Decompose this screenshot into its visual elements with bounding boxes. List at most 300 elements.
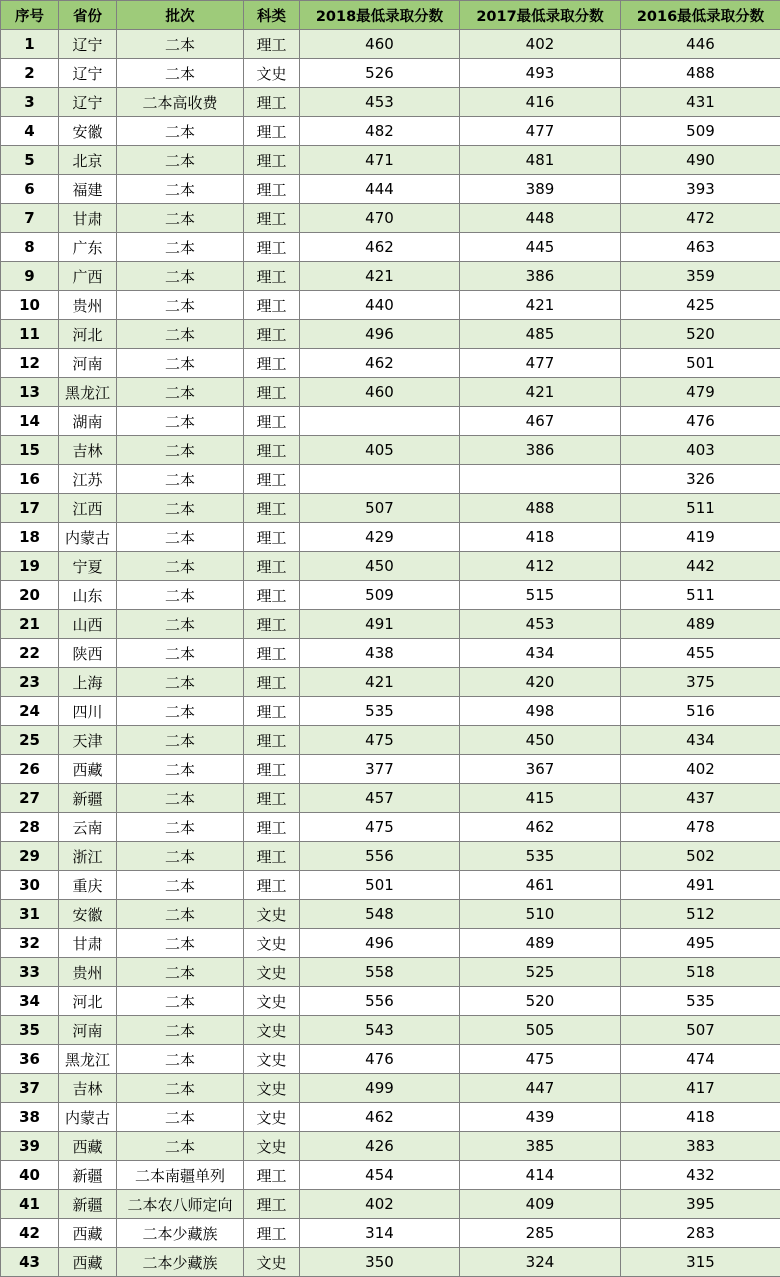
cell-score-2016: 491	[621, 871, 780, 900]
cell-province: 广西	[59, 262, 117, 291]
table-row	[1, 117, 780, 146]
cell-index: 12	[1, 349, 59, 378]
cell-score-2017: 412	[460, 552, 621, 581]
cell-score-2017: 475	[460, 1045, 621, 1074]
table-row	[1, 465, 780, 494]
table-row	[1, 59, 780, 88]
cell-index: 7	[1, 204, 59, 233]
cell-category: 理工	[244, 117, 300, 146]
cell-category: 理工	[244, 842, 300, 871]
cell-batch: 二本	[117, 494, 244, 523]
cell-index: 35	[1, 1016, 59, 1045]
cell-province: 辽宁	[59, 30, 117, 59]
cell-score-2018: 426	[300, 1132, 460, 1161]
cell-index: 24	[1, 697, 59, 726]
cell-batch: 二本	[117, 1074, 244, 1103]
table-row	[1, 175, 780, 204]
cell-province: 广东	[59, 233, 117, 262]
cell-province: 北京	[59, 146, 117, 175]
cell-index: 43	[1, 1248, 59, 1277]
cell-province: 河南	[59, 1016, 117, 1045]
cell-province: 西藏	[59, 1132, 117, 1161]
table-row	[1, 871, 780, 900]
cell-score-2017: 461	[460, 871, 621, 900]
cell-province: 江西	[59, 494, 117, 523]
cell-score-2017: 462	[460, 813, 621, 842]
cell-category: 理工	[244, 552, 300, 581]
cell-score-2018: 402	[300, 1190, 460, 1219]
table-row	[1, 726, 780, 755]
cell-category: 理工	[244, 262, 300, 291]
cell-category: 理工	[244, 407, 300, 436]
cell-province: 甘肃	[59, 929, 117, 958]
table-row	[1, 262, 780, 291]
table-row	[1, 378, 780, 407]
cell-score-2018: 462	[300, 1103, 460, 1132]
table-row	[1, 842, 780, 871]
cell-index: 1	[1, 30, 59, 59]
cell-score-2018: 457	[300, 784, 460, 813]
cell-score-2016: 507	[621, 1016, 780, 1045]
cell-index: 29	[1, 842, 59, 871]
table-row	[1, 30, 780, 59]
table-row	[1, 1016, 780, 1045]
cell-score-2018: 475	[300, 813, 460, 842]
cell-score-2016: 402	[621, 755, 780, 784]
cell-category: 理工	[244, 1161, 300, 1190]
cell-score-2017: 485	[460, 320, 621, 349]
table-row	[1, 1248, 780, 1277]
cell-batch: 二本	[117, 30, 244, 59]
cell-province: 陕西	[59, 639, 117, 668]
cell-batch: 二本少藏族	[117, 1248, 244, 1277]
cell-score-2016: 442	[621, 552, 780, 581]
cell-score-2018: 444	[300, 175, 460, 204]
header-score-2017: 2017最低录取分数	[460, 1, 621, 30]
cell-batch: 二本	[117, 291, 244, 320]
table-row	[1, 349, 780, 378]
cell-index: 39	[1, 1132, 59, 1161]
cell-score-2017: 421	[460, 291, 621, 320]
cell-index: 38	[1, 1103, 59, 1132]
cell-index: 23	[1, 668, 59, 697]
cell-batch: 二本	[117, 958, 244, 987]
cell-score-2018: 462	[300, 349, 460, 378]
cell-score-2017: 488	[460, 494, 621, 523]
table-row	[1, 523, 780, 552]
cell-score-2017: 493	[460, 59, 621, 88]
cell-index: 21	[1, 610, 59, 639]
cell-index: 11	[1, 320, 59, 349]
cell-score-2017: 416	[460, 88, 621, 117]
table-row	[1, 233, 780, 262]
cell-batch: 二本	[117, 175, 244, 204]
cell-score-2016: 509	[621, 117, 780, 146]
cell-province: 浙江	[59, 842, 117, 871]
table-row	[1, 610, 780, 639]
table-row	[1, 320, 780, 349]
cell-score-2018: 476	[300, 1045, 460, 1074]
cell-score-2018: 501	[300, 871, 460, 900]
cell-score-2018: 556	[300, 987, 460, 1016]
cell-score-2016: 512	[621, 900, 780, 929]
cell-category: 理工	[244, 668, 300, 697]
cell-score-2017: 414	[460, 1161, 621, 1190]
cell-score-2017: 285	[460, 1219, 621, 1248]
cell-batch: 二本南疆单列	[117, 1161, 244, 1190]
cell-batch: 二本	[117, 146, 244, 175]
cell-province: 河北	[59, 320, 117, 349]
cell-batch: 二本	[117, 59, 244, 88]
cell-score-2016: 535	[621, 987, 780, 1016]
cell-index: 3	[1, 88, 59, 117]
cell-category: 理工	[244, 1219, 300, 1248]
cell-category: 理工	[244, 1190, 300, 1219]
header-province: 省份	[59, 1, 117, 30]
cell-score-2016: 418	[621, 1103, 780, 1132]
cell-score-2017: 445	[460, 233, 621, 262]
cell-score-2016: 419	[621, 523, 780, 552]
cell-province: 贵州	[59, 958, 117, 987]
cell-score-2018: 558	[300, 958, 460, 987]
table-row	[1, 755, 780, 784]
cell-batch: 二本	[117, 465, 244, 494]
cell-score-2016: 383	[621, 1132, 780, 1161]
cell-score-2018: 453	[300, 88, 460, 117]
cell-score-2018: 377	[300, 755, 460, 784]
cell-category: 理工	[244, 726, 300, 755]
cell-score-2016: 472	[621, 204, 780, 233]
cell-province: 新疆	[59, 1190, 117, 1219]
cell-province: 新疆	[59, 784, 117, 813]
cell-score-2016: 437	[621, 784, 780, 813]
cell-score-2017: 324	[460, 1248, 621, 1277]
cell-score-2016: 431	[621, 88, 780, 117]
cell-province: 河北	[59, 987, 117, 1016]
cell-batch: 二本	[117, 987, 244, 1016]
cell-province: 四川	[59, 697, 117, 726]
cell-province: 吉林	[59, 436, 117, 465]
cell-batch: 二本	[117, 813, 244, 842]
table-header	[1, 1, 780, 30]
cell-batch: 二本	[117, 378, 244, 407]
cell-index: 33	[1, 958, 59, 987]
cell-batch: 二本	[117, 1103, 244, 1132]
cell-score-2016: 326	[621, 465, 780, 494]
table-row	[1, 697, 780, 726]
cell-score-2018: 491	[300, 610, 460, 639]
cell-category: 理工	[244, 465, 300, 494]
cell-index: 20	[1, 581, 59, 610]
cell-score-2017: 467	[460, 407, 621, 436]
cell-score-2017: 477	[460, 117, 621, 146]
cell-province: 黑龙江	[59, 1045, 117, 1074]
cell-score-2016: 490	[621, 146, 780, 175]
table-row	[1, 900, 780, 929]
cell-index: 13	[1, 378, 59, 407]
cell-batch: 二本	[117, 1016, 244, 1045]
cell-category: 文史	[244, 1045, 300, 1074]
cell-batch: 二本	[117, 668, 244, 697]
cell-score-2017: 389	[460, 175, 621, 204]
table-row	[1, 784, 780, 813]
cell-score-2017: 505	[460, 1016, 621, 1045]
cell-score-2016: 520	[621, 320, 780, 349]
cell-score-2018: 462	[300, 233, 460, 262]
header-score-2016: 2016最低录取分数	[621, 1, 780, 30]
cell-score-2018: 438	[300, 639, 460, 668]
cell-category: 文史	[244, 987, 300, 1016]
cell-score-2018: 440	[300, 291, 460, 320]
cell-score-2016: 478	[621, 813, 780, 842]
cell-score-2017: 520	[460, 987, 621, 1016]
cell-category: 文史	[244, 1016, 300, 1045]
cell-batch: 二本	[117, 349, 244, 378]
cell-province: 山东	[59, 581, 117, 610]
cell-score-2018: 556	[300, 842, 460, 871]
cell-score-2017	[460, 465, 621, 494]
cell-province: 安徽	[59, 117, 117, 146]
cell-batch: 二本	[117, 871, 244, 900]
cell-score-2018: 496	[300, 320, 460, 349]
cell-province: 西藏	[59, 1248, 117, 1277]
cell-category: 理工	[244, 349, 300, 378]
cell-batch: 二本	[117, 204, 244, 233]
cell-category: 理工	[244, 784, 300, 813]
cell-score-2017: 450	[460, 726, 621, 755]
cell-index: 34	[1, 987, 59, 1016]
cell-batch: 二本农八师定向	[117, 1190, 244, 1219]
cell-batch: 二本	[117, 436, 244, 465]
cell-province: 辽宁	[59, 59, 117, 88]
cell-score-2018: 535	[300, 697, 460, 726]
cell-province: 辽宁	[59, 88, 117, 117]
cell-province: 福建	[59, 175, 117, 204]
cell-index: 30	[1, 871, 59, 900]
cell-category: 理工	[244, 175, 300, 204]
cell-index: 9	[1, 262, 59, 291]
cell-batch: 二本	[117, 610, 244, 639]
cell-score-2017: 420	[460, 668, 621, 697]
cell-score-2017: 448	[460, 204, 621, 233]
cell-score-2018: 450	[300, 552, 460, 581]
cell-score-2018: 526	[300, 59, 460, 88]
cell-batch: 二本	[117, 755, 244, 784]
header-score-2018: 2018最低录取分数	[300, 1, 460, 30]
cell-score-2018: 350	[300, 1248, 460, 1277]
cell-score-2016: 511	[621, 494, 780, 523]
cell-score-2018: 543	[300, 1016, 460, 1045]
header-row	[1, 1, 780, 30]
cell-index: 40	[1, 1161, 59, 1190]
table-row	[1, 1132, 780, 1161]
cell-index: 31	[1, 900, 59, 929]
cell-category: 理工	[244, 30, 300, 59]
cell-batch: 二本	[117, 900, 244, 929]
cell-score-2017: 489	[460, 929, 621, 958]
cell-category: 文史	[244, 1103, 300, 1132]
cell-index: 6	[1, 175, 59, 204]
cell-score-2016: 434	[621, 726, 780, 755]
cell-batch: 二本少藏族	[117, 1219, 244, 1248]
table-row	[1, 581, 780, 610]
cell-index: 4	[1, 117, 59, 146]
cell-batch: 二本	[117, 262, 244, 291]
cell-score-2016: 315	[621, 1248, 780, 1277]
cell-score-2017: 367	[460, 755, 621, 784]
cell-category: 理工	[244, 494, 300, 523]
cell-score-2017: 402	[460, 30, 621, 59]
cell-batch: 二本	[117, 1132, 244, 1161]
cell-index: 28	[1, 813, 59, 842]
cell-category: 理工	[244, 610, 300, 639]
cell-score-2018: 421	[300, 262, 460, 291]
table-row	[1, 1190, 780, 1219]
cell-score-2016: 393	[621, 175, 780, 204]
cell-province: 宁夏	[59, 552, 117, 581]
cell-score-2016: 463	[621, 233, 780, 262]
cell-score-2016: 489	[621, 610, 780, 639]
cell-province: 湖南	[59, 407, 117, 436]
table-row	[1, 436, 780, 465]
cell-index: 5	[1, 146, 59, 175]
table-row	[1, 407, 780, 436]
table-body	[1, 30, 780, 1277]
cell-batch: 二本	[117, 552, 244, 581]
cell-score-2018	[300, 465, 460, 494]
table-row	[1, 494, 780, 523]
cell-score-2016: 375	[621, 668, 780, 697]
cell-province: 山西	[59, 610, 117, 639]
cell-score-2016: 403	[621, 436, 780, 465]
cell-province: 河南	[59, 349, 117, 378]
cell-score-2018: 421	[300, 668, 460, 697]
cell-score-2016: 501	[621, 349, 780, 378]
cell-index: 15	[1, 436, 59, 465]
table-row	[1, 813, 780, 842]
cell-score-2017: 385	[460, 1132, 621, 1161]
cell-batch: 二本	[117, 1045, 244, 1074]
cell-province: 贵州	[59, 291, 117, 320]
cell-batch: 二本	[117, 523, 244, 552]
cell-batch: 二本	[117, 639, 244, 668]
cell-province: 云南	[59, 813, 117, 842]
cell-index: 14	[1, 407, 59, 436]
cell-category: 理工	[244, 697, 300, 726]
cell-score-2017: 418	[460, 523, 621, 552]
cell-province: 内蒙古	[59, 1103, 117, 1132]
cell-province: 上海	[59, 668, 117, 697]
cell-score-2018: 475	[300, 726, 460, 755]
cell-index: 37	[1, 1074, 59, 1103]
cell-score-2016: 395	[621, 1190, 780, 1219]
cell-score-2018: 460	[300, 30, 460, 59]
cell-category: 理工	[244, 871, 300, 900]
cell-score-2017: 447	[460, 1074, 621, 1103]
cell-score-2016: 511	[621, 581, 780, 610]
cell-province: 江苏	[59, 465, 117, 494]
cell-batch: 二本	[117, 842, 244, 871]
cell-province: 内蒙古	[59, 523, 117, 552]
cell-index: 19	[1, 552, 59, 581]
cell-score-2018: 454	[300, 1161, 460, 1190]
cell-index: 41	[1, 1190, 59, 1219]
cell-batch: 二本	[117, 784, 244, 813]
cell-category: 文史	[244, 958, 300, 987]
cell-batch: 二本	[117, 697, 244, 726]
cell-score-2016: 488	[621, 59, 780, 88]
table-row	[1, 204, 780, 233]
table-row	[1, 146, 780, 175]
cell-score-2016: 425	[621, 291, 780, 320]
cell-score-2018: 429	[300, 523, 460, 552]
cell-category: 文史	[244, 1132, 300, 1161]
cell-category: 文史	[244, 1248, 300, 1277]
header-index: 序号	[1, 1, 59, 30]
cell-index: 2	[1, 59, 59, 88]
table-row	[1, 987, 780, 1016]
cell-index: 27	[1, 784, 59, 813]
cell-score-2017: 453	[460, 610, 621, 639]
cell-score-2017: 535	[460, 842, 621, 871]
cell-score-2016: 502	[621, 842, 780, 871]
cell-category: 文史	[244, 59, 300, 88]
cell-category: 理工	[244, 813, 300, 842]
cell-batch: 二本	[117, 117, 244, 146]
cell-index: 42	[1, 1219, 59, 1248]
cell-score-2017: 477	[460, 349, 621, 378]
cell-score-2018: 548	[300, 900, 460, 929]
cell-batch: 二本	[117, 233, 244, 262]
cell-score-2017: 498	[460, 697, 621, 726]
cell-score-2018: 507	[300, 494, 460, 523]
cell-score-2016: 432	[621, 1161, 780, 1190]
table-row	[1, 552, 780, 581]
cell-batch: 二本	[117, 581, 244, 610]
cell-category: 理工	[244, 581, 300, 610]
cell-index: 17	[1, 494, 59, 523]
cell-province: 西藏	[59, 755, 117, 784]
cell-category: 文史	[244, 900, 300, 929]
cell-category: 理工	[244, 436, 300, 465]
cell-category: 理工	[244, 523, 300, 552]
cell-score-2017: 386	[460, 262, 621, 291]
table-row	[1, 1161, 780, 1190]
cell-batch: 二本	[117, 407, 244, 436]
cell-score-2018: 405	[300, 436, 460, 465]
cell-province: 吉林	[59, 1074, 117, 1103]
cell-score-2016: 479	[621, 378, 780, 407]
header-batch: 批次	[117, 1, 244, 30]
table-row	[1, 1074, 780, 1103]
cell-score-2018: 460	[300, 378, 460, 407]
cell-index: 8	[1, 233, 59, 262]
cell-score-2017: 481	[460, 146, 621, 175]
cell-score-2017: 409	[460, 1190, 621, 1219]
cell-score-2017: 415	[460, 784, 621, 813]
table-row	[1, 929, 780, 958]
cell-score-2018: 482	[300, 117, 460, 146]
cell-score-2016: 446	[621, 30, 780, 59]
cell-index: 32	[1, 929, 59, 958]
cell-score-2017: 439	[460, 1103, 621, 1132]
cell-province: 西藏	[59, 1219, 117, 1248]
cell-category: 理工	[244, 88, 300, 117]
cell-score-2016: 518	[621, 958, 780, 987]
cell-category: 理工	[244, 204, 300, 233]
cell-score-2018: 471	[300, 146, 460, 175]
table-row	[1, 958, 780, 987]
